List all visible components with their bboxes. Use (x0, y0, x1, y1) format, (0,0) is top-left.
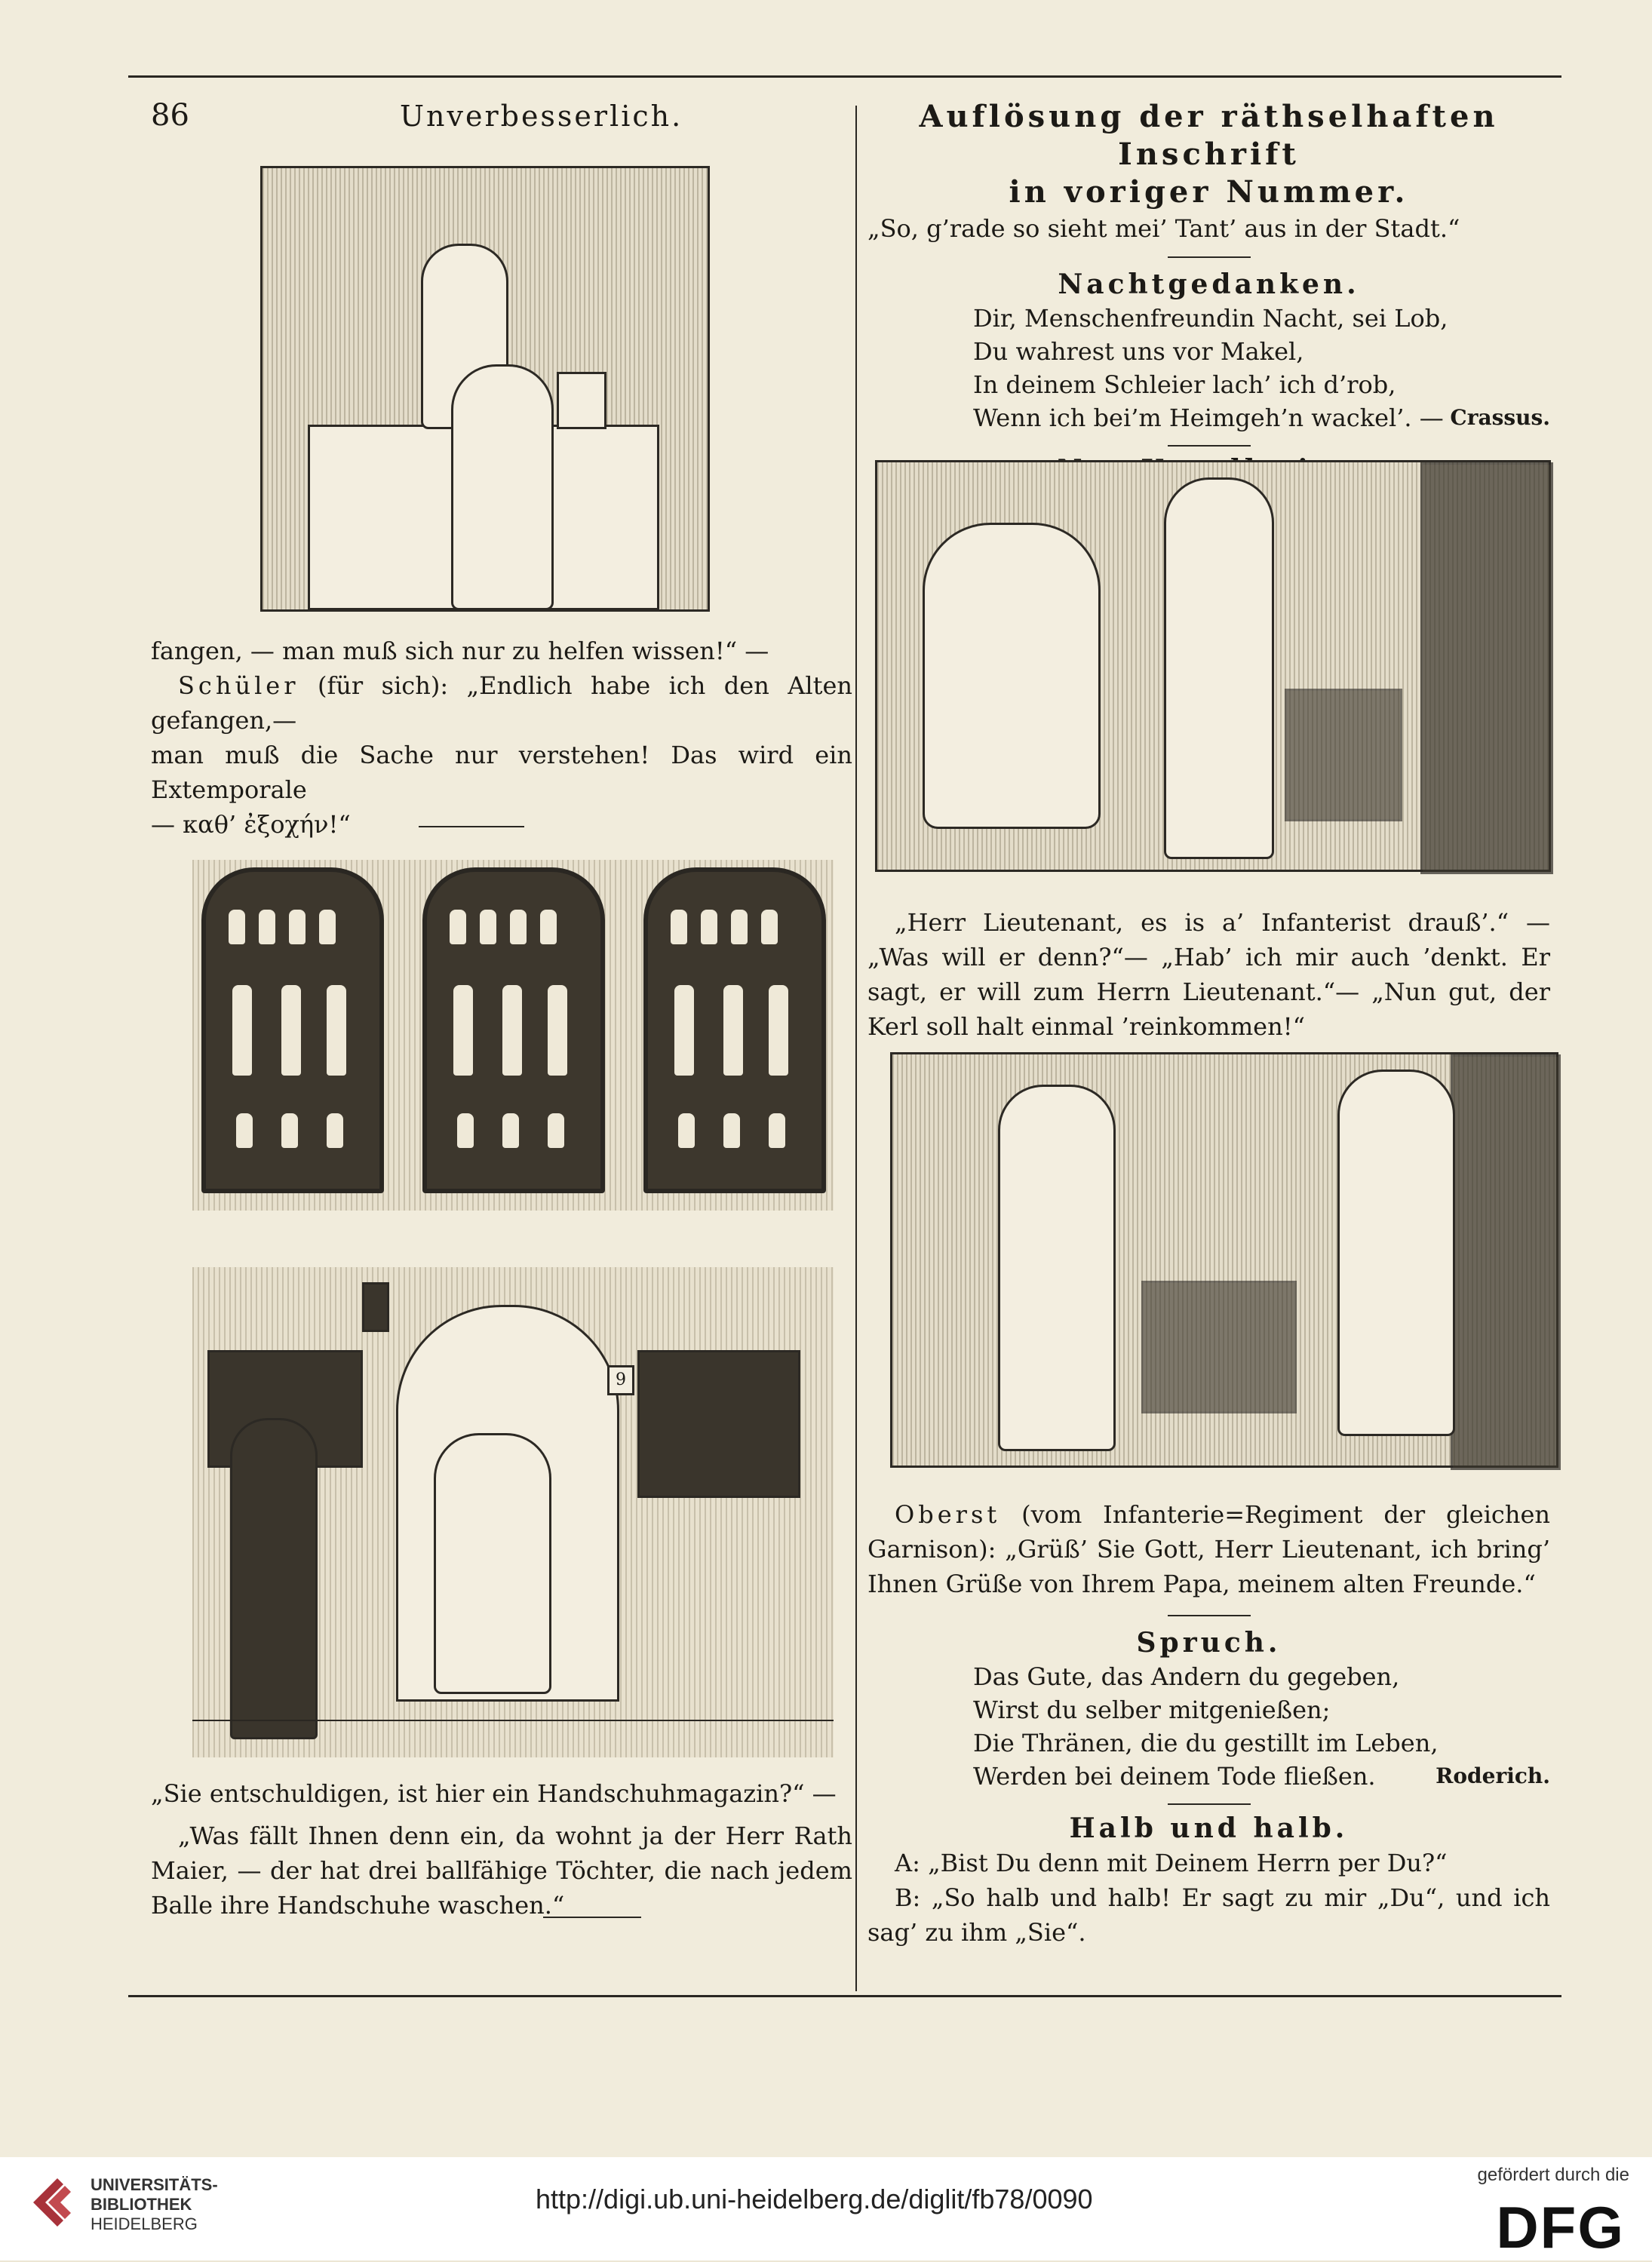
long-glove (232, 985, 252, 1076)
lieutenant-standing (998, 1085, 1116, 1451)
window-left (201, 867, 384, 1193)
long-glove (548, 985, 567, 1076)
library-name-line-1: UNIVERSITÄTS- (91, 2175, 218, 2194)
library-name-line-3: HEIDELBERG (91, 2214, 198, 2233)
separator-rule (419, 826, 524, 827)
poem-line-text: Werden bei deinem Tode fließen. (973, 1762, 1376, 1791)
teacher-figure (451, 364, 554, 610)
poem-line-text: Wenn ich bei’m Heimgeh’n wackel’. — (973, 404, 1444, 432)
poem-line: Du wahrest uns vor Makel, (973, 337, 1304, 366)
author-roderich: Roderich. (1436, 1763, 1550, 1788)
aufloesung-title-2: in voriger Nummer. (1009, 174, 1409, 210)
nachtgedanken-title: Nachtgedanken. (1058, 269, 1360, 300)
halb-line-a: A: „Bist Du denn mit Deinem Herrn per Du?“ (895, 1849, 1448, 1877)
spruch-poem (973, 1660, 1550, 1793)
glove (319, 910, 336, 944)
dfg-logo: DFG (1496, 2194, 1625, 2260)
window-middle (422, 867, 605, 1193)
long-glove (674, 985, 694, 1076)
halb-title: Halb und halb. (1069, 1812, 1349, 1844)
glove (723, 1113, 740, 1148)
glove (289, 910, 306, 944)
story-line-4-text: — καθ’ ἐξοχήν!“ (151, 810, 351, 839)
house-number: 9 (616, 1370, 626, 1389)
carneval-caption-1: „Sie entschuldigen, ist hier ein Handschuhmagazin?“ — (151, 1779, 837, 1808)
source-url-link[interactable]: http://digi.ub.uni-heidelberg.de/diglit/fb78/0090 (536, 2184, 1093, 2214)
poem-line: Wirst du selber mitgenießen; (973, 1696, 1331, 1724)
kavallerist-caption-2 (867, 1497, 1550, 1601)
story-line-3: man muß die Sache nur verstehen! Das wird ein Extemporale (151, 741, 852, 804)
poem-line: Das Gute, das Andern du gegeben, (973, 1662, 1400, 1691)
separator-rule (1168, 1803, 1251, 1805)
poem-line (973, 1760, 1550, 1793)
top-border (128, 75, 1561, 78)
glove (761, 910, 778, 944)
glove (502, 1113, 519, 1148)
window-right (643, 867, 826, 1193)
separator-rule (1168, 1615, 1251, 1616)
house-number-plate (607, 1365, 634, 1395)
illustration-glove-windows (192, 860, 834, 1211)
right-column (867, 98, 1550, 487)
glove (678, 1113, 695, 1148)
chairs (1141, 1281, 1297, 1413)
street-window-right (637, 1350, 800, 1498)
street-lamp (362, 1282, 389, 1332)
curtain (1420, 462, 1553, 874)
kavallerist-caption-2-block (867, 1497, 1550, 1950)
running-title: Unverbesserlich. (400, 100, 683, 133)
book (557, 372, 606, 429)
glove (548, 1113, 564, 1148)
aufloesung-text: „So, g’rade so sieht mei’ Tant’ aus in der Stadt.“ (867, 214, 1460, 243)
kavallerist-caption-1-block (867, 905, 1550, 1044)
glove (457, 1113, 474, 1148)
story-line-1: fangen, — man muß sich nur zu helfen wissen!“ — (151, 637, 769, 665)
doorman-figure (434, 1433, 551, 1694)
left-column (151, 98, 852, 143)
funded-by-text: gefördert durch die (1477, 2165, 1629, 2185)
soldier-figure (1164, 477, 1274, 859)
page-number: 86 (151, 98, 189, 133)
long-glove (769, 985, 788, 1076)
illustration-lieutenant-room (875, 460, 1551, 872)
glove (769, 1113, 785, 1148)
illustration-colonel-greeting (890, 1052, 1558, 1468)
long-glove (723, 985, 743, 1076)
separator-rule (1168, 445, 1251, 447)
glove (327, 1113, 343, 1148)
university-library-logo-icon (27, 2172, 80, 2233)
long-glove (281, 985, 301, 1076)
library-name (91, 2175, 218, 2234)
glove (450, 910, 466, 944)
lieutenant-figure (923, 523, 1101, 829)
spruch-title: Spruch. (1136, 1627, 1282, 1659)
poem-line: Dir, Menschenfreundin Nacht, sei Lob, (973, 304, 1448, 333)
long-glove (453, 985, 473, 1076)
illustration-teacher-student (260, 166, 710, 612)
library-name-line-2: BIBLIOTHEK (91, 2195, 192, 2214)
glove (259, 910, 275, 944)
speaker-schueler: Schüler (178, 671, 299, 700)
pavement-line (192, 1720, 834, 1721)
glove (510, 910, 527, 944)
page-header (151, 98, 852, 143)
halb-line-b: B: „So halb und halb! Er sagt zu mir „Du“, und ich sag’ zu ihm „Sie“. (867, 1883, 1550, 1947)
glove (731, 910, 748, 944)
poem-line (973, 401, 1550, 434)
glove (236, 1113, 253, 1148)
author-crassus: Crassus. (1450, 405, 1550, 430)
long-glove (327, 985, 346, 1076)
colonel-figure (1337, 1070, 1455, 1436)
caption-2-rest: (vom Infanterie=Regiment der gleichen Garnison): „Grüß’ Sie Gott, Herr Lieutenant, ich bring’ Ihnen Grüße von Ihrem Papa, meinem alten Freunde.“ (867, 1500, 1550, 1598)
glove (480, 910, 496, 944)
aufloesung-title-1: Auflösung der räthselhaften Inschrift (919, 99, 1499, 172)
glove (229, 910, 245, 944)
carneval-caption-2: „Was fällt Ihnen denn ein, da wohnt ja der Herr Rath Maier, — der hat drei ballfähige Töchter, die nach jedem Balle ihre Handschuhe waschen.“ (151, 1822, 852, 1920)
curtain (1451, 1054, 1561, 1470)
poem-line: Die Thränen, die du gestillt im Leben, (973, 1729, 1439, 1757)
nachtgedanken-poem (973, 302, 1550, 434)
glove (281, 1113, 298, 1148)
illustration-street-scene (192, 1267, 834, 1757)
kavallerist-caption-1: „Herr Lieutenant, es is a’ Infanterist drauß’.“ — „Was will er denn?“— „Hab’ ich mir auch ’denkt. Er sagt, er will zum Herrn Lieutenant.“— „Nun gut, der Kerl soll halt einmal ’reinkommen!“ (867, 908, 1550, 1041)
glove (540, 910, 557, 944)
long-glove (502, 985, 522, 1076)
column-divider (855, 106, 857, 1991)
separator-rule (1168, 256, 1251, 258)
story-line-2-rest: (für sich): „Endlich habe ich den Alten gefangen,— (151, 671, 852, 735)
glove (701, 910, 717, 944)
story-line-2 (151, 668, 852, 738)
visitor-figure (230, 1418, 318, 1739)
chairs (1285, 689, 1402, 821)
poem-line: In deinem Schleier lach’ ich d’rob, (973, 370, 1396, 399)
speaker-oberst: Oberst (895, 1500, 1001, 1529)
glove (671, 910, 687, 944)
carneval-captions (151, 1776, 852, 1918)
story-line-4 (151, 807, 852, 842)
bottom-border (128, 1995, 1561, 1997)
